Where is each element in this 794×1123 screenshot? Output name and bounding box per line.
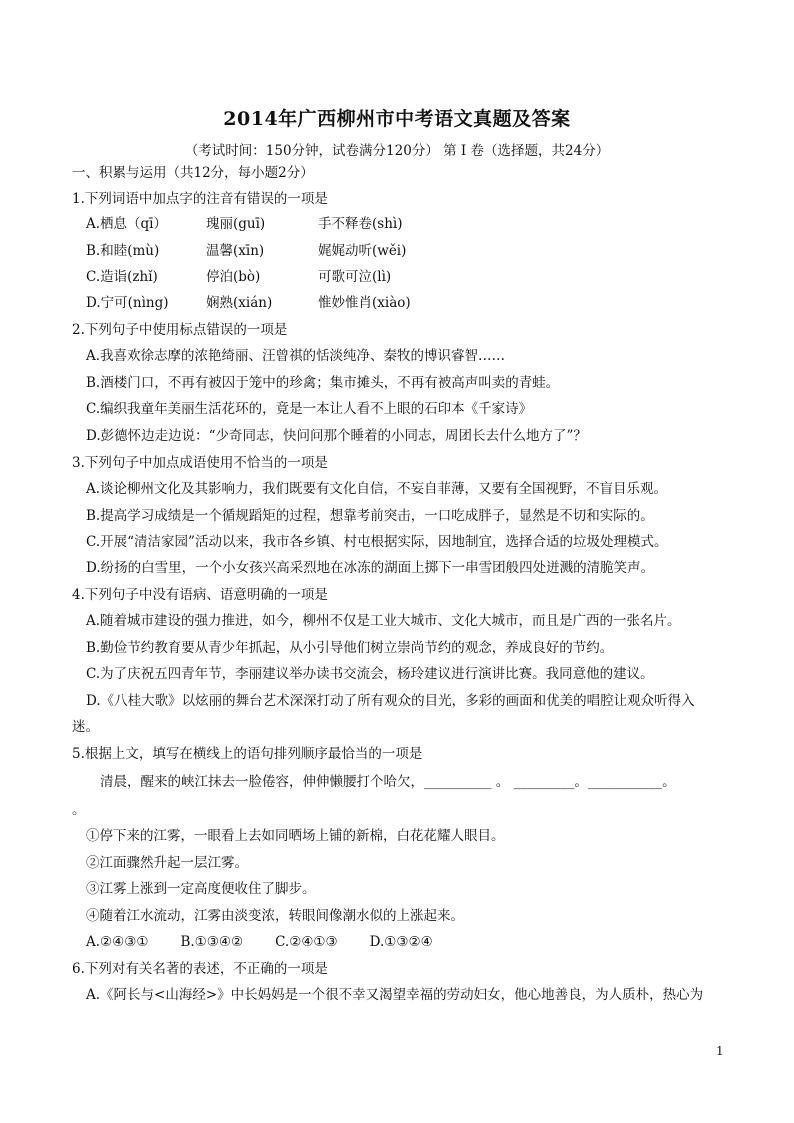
question-1-stem: 1.下列词语中加点字的注音有错误的一项是 <box>72 191 328 207</box>
q3-option-c: C.开展“清洁家园”活动以来，我市各乡镇、村屯根据实际，因地制宜，选择合适的垃圾处理模式。 <box>86 534 668 550</box>
q1-option-b <box>86 241 746 261</box>
q5-passage-cont: 。 <box>72 802 86 818</box>
q3-option-d: D.纷扬的白雪里，一个小女孩兴高采烈地在冰冻的湖面上掷下一串雪团般四处迸溅的清脆笑声。 <box>86 560 655 576</box>
q1-c-3: 可歌可泣(lì) <box>318 269 392 285</box>
document-title: 2014年广西柳州市中考语文真题及答案 <box>223 108 571 130</box>
q1-b-3: 娓娓动听(wěi) <box>318 243 407 259</box>
q1-d-3: 惟妙惟肖(xiào) <box>318 295 411 311</box>
q1-d-1: D.宁可(nìng) <box>86 295 169 311</box>
q4-option-d: D.《八桂大歌》以炫丽的舞台艺术深深打动了所有观众的目光，多彩的画面和优美的唱腔让观众听得入 <box>86 693 695 709</box>
q6-option-a: A.《阿长与<山海经>》中长妈妈是一个很不幸又渴望幸福的劳动妇女，他心地善良，为人质朴，热心为 <box>86 987 704 1003</box>
q1-a-2: 瑰丽(guī) <box>206 216 266 232</box>
q2-option-d: D.彭德怀边走边说：“少奇同志，快问问那个睡着的小同志，周团长去什么地方了”？ <box>86 428 587 444</box>
q4-option-c: C.为了庆祝五四青年节，李丽建议举办读书交流会，杨玲建议进行演讲比赛。我同意他的建议。 <box>86 666 654 682</box>
q5-item-2: ②江面骤然升起一层江雾。 <box>86 855 248 871</box>
q5-choice-c: C.②④①③ <box>275 934 338 950</box>
q1-a-3: 手不释卷(shì) <box>318 216 403 232</box>
q1-a-1: A.栖息（qī） <box>86 216 167 232</box>
q4-option-a: A.随着城市建设的强力推进，如今，柳州不仅是工业大城市、文化大城市，而且是广西的一张名片。 <box>86 613 681 629</box>
question-6-stem: 6.下列对有关名著的表述，不正确的一项是 <box>72 961 328 977</box>
q1-c-1: C.造诣(zhǐ) <box>86 269 158 285</box>
q1-b-2: 温馨(xīn) <box>206 243 265 259</box>
q5-item-3: ③江雾上涨到一定高度便收住了脚步。 <box>86 881 316 897</box>
q5-choice-a: A.②④③① <box>86 934 149 950</box>
q5-choices <box>86 932 746 952</box>
q1-option-d <box>86 293 746 313</box>
q2-option-b: B.酒楼门口，不再有被囚于笼中的珍禽；集市摊头，不再有被高声叫卖的青蛙。 <box>86 375 560 391</box>
q1-b-1: B.和睦(mù) <box>86 243 160 259</box>
q2-option-c: C.编织我童年美丽生活花环的，竟是一本让人看不上眼的石印本《千家诗》 <box>86 401 533 417</box>
q1-option-c <box>86 267 746 287</box>
q5-choice-b: B.①③④② <box>180 934 244 950</box>
question-4-stem: 4.下列句子中没有语病、语意明确的一项是 <box>72 587 328 603</box>
q1-c-2: 停泊(bò) <box>206 269 261 285</box>
q3-option-a: A.谈论柳州文化及其影响力，我们既要有文化自信，不妄自菲薄，又要有全国视野，不盲目乐观。 <box>86 481 668 497</box>
exam-info: （考试时间：150分钟，试卷满分120分） 第 Ⅰ 卷（选择题，共24分） <box>184 143 610 159</box>
q5-choice-d: D.①③②④ <box>369 934 433 950</box>
q5-item-1: ①停下来的江雾，一眼看上去如同晒场上铺的新棉，白花花耀人眼目。 <box>86 828 505 844</box>
q4-option-b: B.勤俭节约教育要从青少年抓起，从小引导他们树立崇尚节约的观念，养成良好的节约。 <box>86 640 614 656</box>
q4-option-d-cont: 迷。 <box>72 719 99 735</box>
section-heading: 一、积累与运用（共12分，每小题2分） <box>72 165 314 181</box>
question-2-stem: 2.下列句子中使用标点错误的一项是 <box>72 322 288 338</box>
q5-item-4: ④随着江水流动，江雾由淡变浓，转眼间像潮水似的上涨起来。 <box>86 908 464 924</box>
q5-passage: 清晨，醒来的峡江抹去一脸倦容，伸伸懒腰打个哈欠，__________ 。 _________。___________。 <box>100 774 676 790</box>
q3-option-b: B.提高学习成绩是一个循规蹈矩的过程，想靠考前突击，一口吃成胖子，显然是不切和实际的。 <box>86 508 654 524</box>
page-number: 1 <box>716 1044 724 1058</box>
question-3-stem: 3.下列句子中加点成语使用不恰当的一项是 <box>72 455 328 471</box>
question-5-stem: 5.根据上文，填写在横线上的语句排列顺序最恰当的一项是 <box>72 746 423 762</box>
q2-option-a: A.我喜欢徐志摩的浓艳绮丽、汪曾祺的恬淡纯净、秦牧的博识睿智…… <box>86 348 506 364</box>
q1-d-2: 娴熟(xián) <box>206 295 273 311</box>
q1-option-a <box>86 214 746 234</box>
